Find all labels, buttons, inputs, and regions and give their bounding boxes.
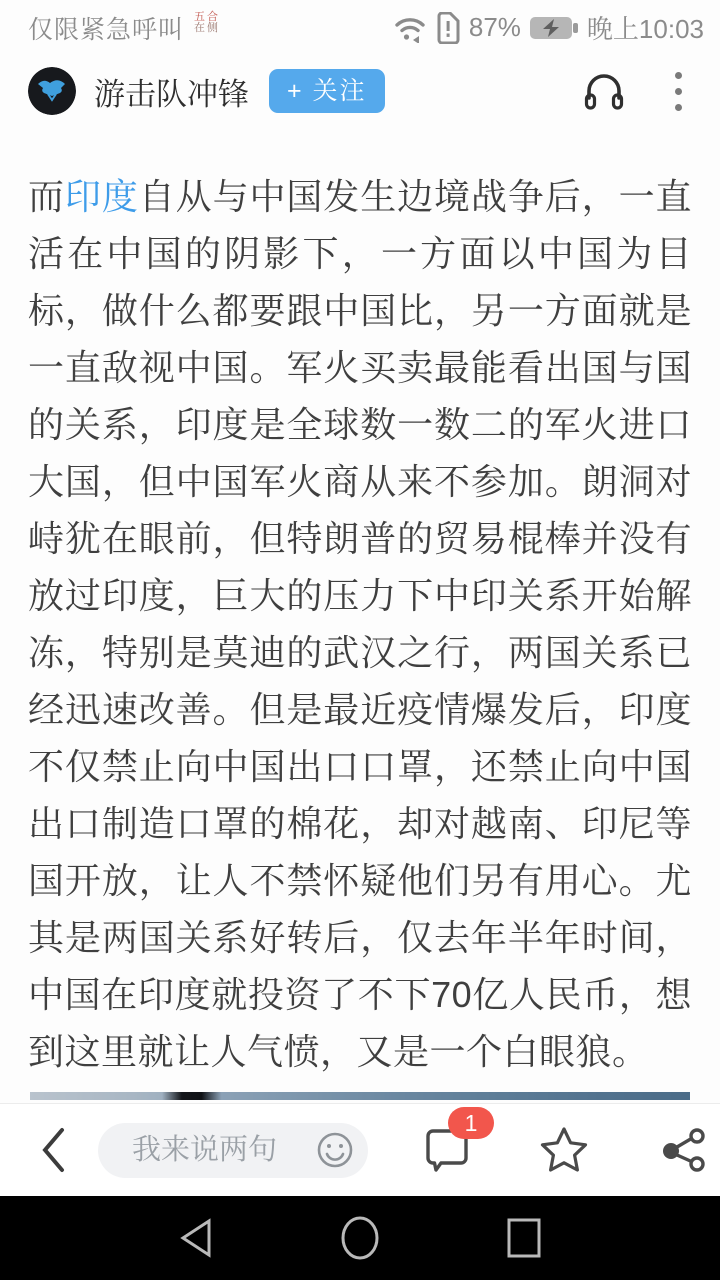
- nav-recents-square-icon[interactable]: [501, 1216, 547, 1260]
- comment-count-badge: 1: [448, 1107, 494, 1139]
- comment-bubble-icon[interactable]: [424, 1109, 478, 1175]
- article-text-body: 自从与中国发生边境战争后，一直活在中国的阴影下，一方面以中国为目标，做什么都要跟中国比，另一方面就是一直敌视中国。军火买卖最能看出国与国的关系，印度是全球数一数二的军火进口大国，但中国军火商从来不参加。朗洞对峙犹在眼前，但特朗普的贸易棍棒并没有放过印度，巨大的压力下中印关系开始解冻，特别是莫迪的武汉之行，两国关系已经迅速改善。但是最近疫情爆发后，印度不仅禁止向中国出口口罩，还禁止向中国出口制造口罩的棉花，却对越南、印尼等国开放，让人不禁怀疑他们另有用心。尤其是两国关系好转后，仅去年半年时间，中国在印度就投资了不下70亿人民币，想到这里就让人气愤，又是一个白眼狼。: [28, 176, 692, 1072]
- status-bar: [0, 0, 720, 55]
- article-header: [0, 55, 720, 127]
- star-icon[interactable]: [538, 1125, 590, 1175]
- comment-toolbar: [0, 1103, 720, 1196]
- nav-back-triangle-icon[interactable]: [173, 1215, 219, 1261]
- article-photo-cropped: [30, 1092, 690, 1100]
- status-time: 晚上10:03: [586, 14, 704, 44]
- article-paragraph: [28, 168, 692, 1080]
- avatar[interactable]: [28, 67, 76, 115]
- battery-percent: 87%: [468, 12, 521, 42]
- android-navigation-bar: [0, 1196, 720, 1280]
- article-text-prefix: 而: [28, 176, 65, 217]
- comment-input-pill[interactable]: [98, 1123, 368, 1178]
- author-username[interactable]: 游击队冲锋: [94, 76, 249, 112]
- india-entity-link[interactable]: 印度: [64, 176, 139, 217]
- back-chevron-icon[interactable]: [38, 1126, 68, 1174]
- share-icon[interactable]: [660, 1126, 708, 1174]
- smiley-icon[interactable]: [316, 1131, 354, 1169]
- sim-alert-icon: [435, 12, 461, 44]
- ime-notification-icon: 五合 在侧: [194, 10, 221, 34]
- nav-home-circle-icon[interactable]: [337, 1214, 383, 1262]
- article-body: [0, 168, 720, 1080]
- kebab-menu-icon[interactable]: [671, 68, 686, 115]
- carrier-text: 仅限紧急呼叫: [28, 15, 185, 44]
- comment-input[interactable]: [98, 1134, 316, 1167]
- battery-charging-icon: [529, 15, 579, 41]
- follow-button[interactable]: + 关注: [269, 69, 385, 113]
- headphones-icon[interactable]: [581, 68, 627, 114]
- wifi-icon: [393, 13, 427, 43]
